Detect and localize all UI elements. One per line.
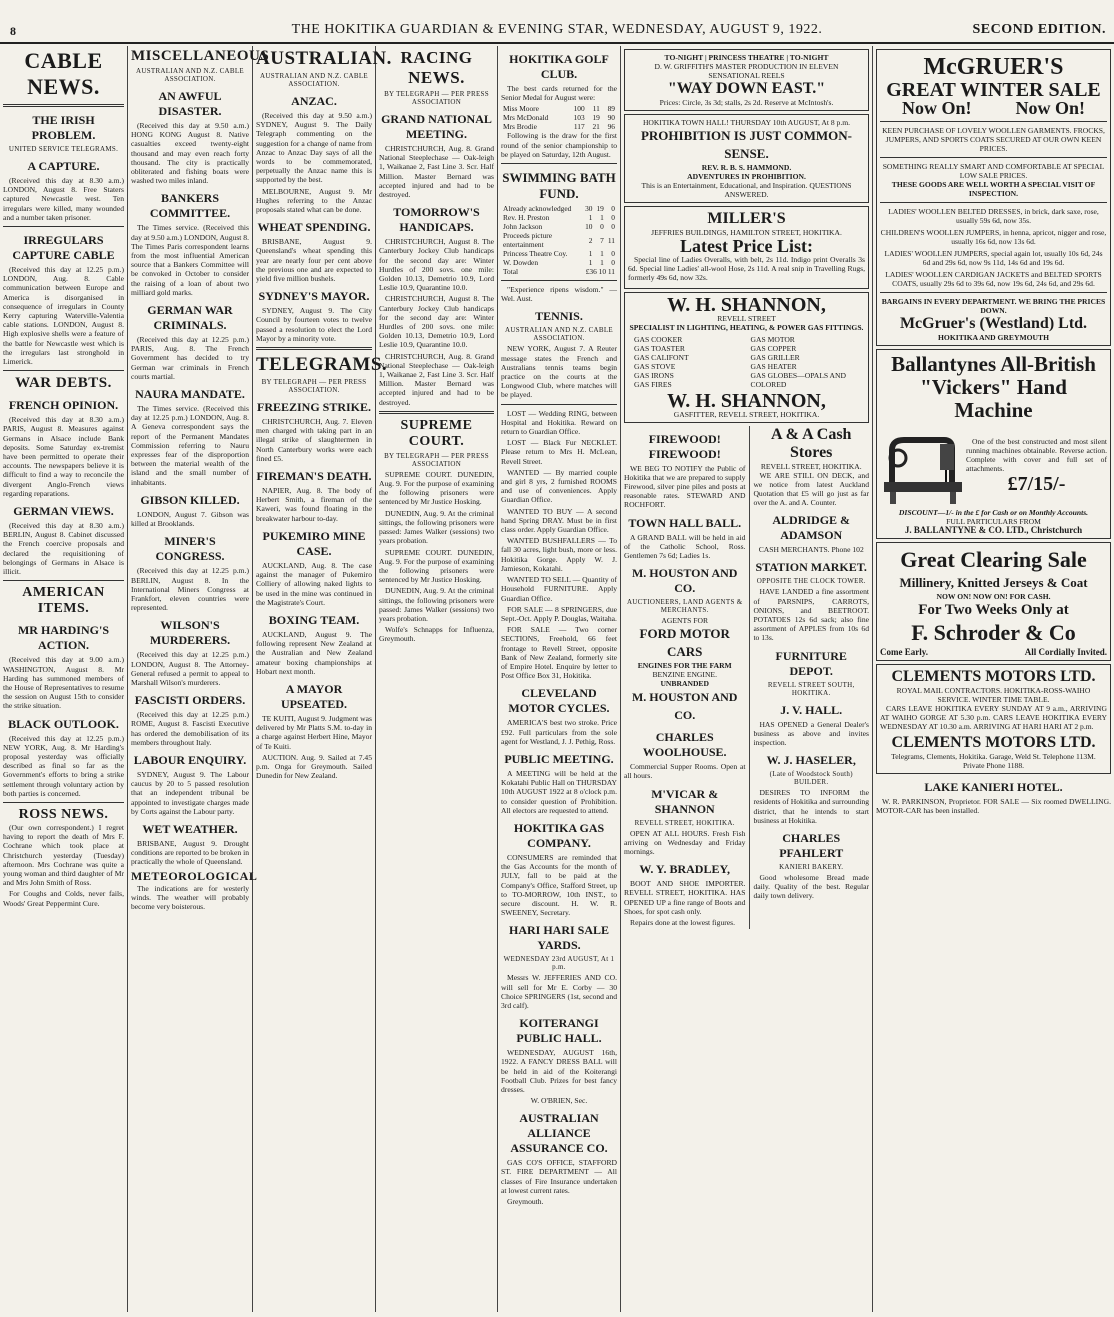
- swim-row-cell: 2: [588, 235, 593, 245]
- winter-sale-heading: GREAT WINTER SALE: [886, 79, 1101, 101]
- supreme-text-cont: SUPREME COURT. DUNEDIN, Aug. 9. For the purpose of examining the following prisoners were sentenced by Mr Justice Hosking.: [379, 547, 494, 585]
- swim-row-cell: 0: [611, 258, 615, 268]
- houston-tail: M. HOUSTON AND CO.: [631, 690, 738, 723]
- shannon-item: GAS FIRES: [634, 379, 672, 389]
- wilsons-text: (Received this day at 12.25 p.m.) LONDON, August 8. The Attorney-General refused a permit to appeal to Marshall Wilson's murderers.: [131, 650, 249, 687]
- handicaps-text: CHRISTCHURCH, August 8. The Canterbury Jockey Club handicaps for the second day are: Winter Hurdles of 200 sovs. one mile: Golden 10.13, Demetrio 10.9, Lord Leslie 10.9, Quarantine 10.0.: [379, 237, 494, 293]
- princess-title: "WAY DOWN EAST.": [667, 80, 826, 97]
- wet-heading: WET WEATHER.: [142, 821, 238, 836]
- irreg-heading: IRREGULARS CAPTURE CABLE: [12, 233, 115, 263]
- golf-row-cell: 19: [592, 113, 600, 123]
- gas-company-heading: HOKITIKA GAS COMPANY.: [513, 820, 605, 850]
- golf-row-cell: 89: [607, 104, 615, 114]
- woolhouse-heading: CHARLES WOOLHOUSE.: [642, 730, 727, 760]
- now-on-cash: NOW ON! NOW ON! FOR CASH.: [936, 592, 1051, 601]
- unbranded: UNBRANDED: [660, 679, 709, 689]
- swim-row-cell: Proceeds picture entertainment: [503, 231, 553, 250]
- firewood-text: WE BEG TO NOTIFY the Public of Hokitika that we are prepared to supply Firewood, silver pine piles and posts at reasonable rates. STEWARD AND ROCHFORT.: [624, 463, 746, 510]
- tennis-text: NEW YORK, August 7. A Reuter message states the French and Australians tennis teams begin practice on the courts at the Longwood Club, where matches will be played.: [501, 344, 617, 400]
- wanted-ad: WANTED TO BUY — A second hand Spring DRAY. Must be in first class order. Apply Guardian Office.: [501, 506, 617, 535]
- aldridge-sub: CASH MERCHANTS. Phone 102: [758, 545, 864, 555]
- goods-worth: THESE GOODS ARE WELL WORTH A SPECIAL VISIT OF INSPECTION.: [891, 180, 1096, 198]
- golf-row-cell: Miss Moore: [503, 104, 539, 114]
- swim-row-cell: 1: [588, 213, 593, 223]
- clements-tail: CLEMENTS MOTORS LTD.: [891, 733, 1096, 751]
- golf-row-cell: 90: [607, 113, 615, 123]
- station-heading: STATION MARKET.: [755, 560, 867, 575]
- station-sub: OPPOSITE THE CLOCK TOWER.: [756, 577, 866, 586]
- golf-row-cell: 21: [592, 122, 600, 132]
- capture-text: (Received this day at 8.30 a.m.) LONDON, August 8. Free Staters captured Newcastle west. Ten irregulars were killed, many wounded and a number taken prisoner.: [3, 176, 124, 222]
- hall-heading: J. V. HALL.: [780, 702, 843, 717]
- french-text: (Received this day at 8.30 a.m.) PARIS, August 8. Measures against Germans in Alsace include Bank deposits. Some Saturday ex-tremist have been permitted to operate their accounts. The newspapers believe it is difficult to find a way to reconcile the divergent Anglo-French views regarding reparations.: [3, 415, 124, 498]
- swim-row-cell: 1: [600, 213, 604, 223]
- column-display-ads: [873, 46, 1114, 1312]
- discount-line: DISCOUNT—1/- in the £ for Cash or on Monthly Accounts.: [898, 508, 1089, 517]
- prohibition-heading: PROHIBITION IS JUST COMMON-SENSE.: [640, 128, 853, 161]
- mayor-heading: A MAYOR UPSEATED.: [280, 681, 348, 711]
- ball-text: A GRAND BALL will be held in aid of the Catholic School, Ross. Gentlemen 7s 6d; Ladies 1s.: [624, 532, 746, 561]
- prohibition-ad: [624, 114, 869, 203]
- swim-row-cell: 7: [600, 235, 604, 245]
- col6-footer: Repairs done at the lowest figures.: [630, 918, 736, 928]
- haseler-heading: W. J. HASELER,: [766, 753, 856, 768]
- haseler-sub: (Late of Woodstock South) BUILDER.: [769, 770, 853, 787]
- freezing-text: CHRISTCHURCH, Aug. 7. Eleven men charged with taking part in an illegal strike of slaughtermen in North Canterbury works were each fined £5.: [256, 417, 372, 463]
- pukemiro-text: AUCKLAND, Aug. 8. The case against the manager of Pukemiro Colliery of allowing naked lights to be used in the mine was continued in the Magistrate's Court.: [256, 560, 372, 607]
- shannon-item: GAS GLOBES—OPALS AND COLORED: [750, 370, 847, 389]
- racing-sub: BY TELEGRAPH — PER PRESS ASSOCIATION: [384, 90, 489, 106]
- war-debts-heading: WAR DEBTS.: [15, 375, 112, 392]
- lost-ring-ad: LOST — Wedding RING, between Hospital and Hokitika. Reward on return to Guardian Office.: [501, 408, 617, 437]
- golf-results-table: [501, 104, 617, 131]
- irish-heading: THE IRISH PROBLEM.: [31, 113, 96, 142]
- pfahlert-heading: CHARLES PFAHLERT: [779, 831, 844, 861]
- koiterangi-heading: KOITERANGI PUBLIC HALL.: [516, 1016, 602, 1046]
- hari-hari-sub: WEDNESDAY 23rd AUGUST, At 1 p.m.: [503, 955, 615, 972]
- golf-text: The best cards returned for the Senior Medal for August were:: [501, 84, 617, 103]
- hari-hari-text: Messrs W. JEFFERIES AND CO. will sell for Mr E. Corby — 30 Choice SPRINGERS (1st, second and 3rd calf).: [501, 973, 617, 1010]
- anzac-heading: ANZAC.: [291, 94, 337, 108]
- swim-row-cell: Already acknowledged: [503, 204, 572, 214]
- auction-text: AUCTION. Aug. 9. Sailed at 7.45 p.m. Onga for Greymouth. Sailed Dunedin for New Zealand.: [256, 752, 372, 781]
- keen-purchase: KEEN PURCHASE OF LOVELY WOOLLEN GARMENTS. FROCKS, JUMPERS, AND SPORTS COATS SECURED AT OUR OWN KEEN PRICES.: [882, 126, 1105, 153]
- swim-row-cell: W. Dowden: [503, 258, 539, 268]
- met-text: The indications are for westerly winds. The weather will probably become very boisterous.: [131, 883, 249, 911]
- misc-heading: MISCELLANEOUS: [131, 48, 270, 64]
- shannon-item: GAS IRONS: [634, 370, 674, 380]
- sydney-heading: SYDNEY'S MAYOR.: [258, 289, 370, 304]
- cleveland-text: AMERICA'S best two stroke. Price £92. Full particulars from the sole agent for Westland, J. J. Pethig, Ross.: [501, 718, 617, 746]
- shannon-line: SPECIALIST IN LIGHTING, HEATING, & POWER GAS FITTINGS.: [629, 322, 864, 332]
- princess-sub: D. W. GRIFFITH'S MASTER PRODUCTION IN ELEVEN SENSATIONAL REELS: [654, 62, 839, 80]
- pfahlert-sub: KANIERI BAKERY.: [779, 863, 844, 872]
- handicaps-text-cont: CHRISTCHURCH, August 8. The Canterbury Jockey Club handicaps for the second day are: Winter Hurdles of 200 sovs. one mile: Golden 10.13, Demetrio 10.9, Lord Leslie 10.9, Quarantine 10.0.: [379, 294, 494, 350]
- ball-heading: TOWN HALL BALL.: [628, 515, 742, 530]
- fireman-text: NAPIER, Aug. 8. The body of Herbert Smith, a fireman of the Kaweri, was found floating in the breakwater harbour to-day.: [256, 486, 372, 523]
- swim-row: [501, 258, 617, 267]
- wanted-ad: WANTED TO SELL — Quantity of Household FURNITURE. Apply Guardian Office.: [501, 575, 617, 603]
- golf-row-cell: 103: [573, 113, 585, 123]
- golf-row: [501, 113, 617, 122]
- shannon-item: GAS COOKER: [634, 334, 683, 344]
- australian-sub: AUSTRALIAN AND N.Z. CABLE ASSOCIATION.: [259, 72, 369, 88]
- golf-row-cell: Mrs McDonald: [503, 113, 549, 123]
- shannon-item: GAS CALIFONT: [634, 352, 689, 362]
- lost-necklet-ad: LOST — Black Fur NECKLET. Please return to Mrs H. McLean, Revell Street.: [501, 438, 617, 466]
- childrens-jumpers: CHILDREN'S WOOLLEN JUMPERS, in henna, apricot, nigger and rose, usually 16s 6d, now 13s 6d.: [880, 228, 1107, 246]
- koiterangi-text: WEDNESDAY, AUGUST 16th, 1922. A FANCY DRESS BALL will be held in aid of the Koiterangi Football Club. Prizes for best fancy dresses.: [501, 1048, 617, 1094]
- column-miscellaneous: [128, 46, 270, 1312]
- shannon-item: GAS STOVE: [634, 361, 676, 371]
- mcvicar-text: OPEN AT ALL HOURS. Fresh Fish arriving on Wednesday and Friday mornings.: [624, 828, 746, 857]
- gibson-text: LONDON, August 7. Gibson was killed at Brooklands.: [131, 509, 249, 529]
- labour-text: SYDNEY, August 9. The Labour caucus by 20 to 5 passed resolution that an independent tribunal be appointed to investigate charges made by Corts against the Labour party.: [131, 769, 249, 816]
- swim-row-cell: 11: [607, 235, 615, 245]
- bankers-heading: BANKERS COMMITTEE.: [149, 191, 231, 221]
- town-hall-heading: HOKITIKA TOWN HALL! THURSDAY 10th AUGUST, At 8 p.m.: [642, 118, 851, 127]
- mcgruer-westland: McGruer's (Westland) Ltd.: [899, 315, 1088, 332]
- millinery-line: Millinery, Knitted Jerseys & Coat: [899, 575, 1088, 590]
- bankers-text: The Times service. (Received this day at 9.50 a.m.) LONDON, August 8. The Times Paris correspondent learns from the most influential American source that a Bankers Committee will be convoked in October to consider the raising of a loan of about two milliard gold marks.: [131, 223, 249, 297]
- nauru-heading: NAURA MANDATE.: [135, 387, 245, 402]
- houston-heading: M. HOUSTON AND CO.: [631, 566, 738, 596]
- german-heading: GERMAN VIEWS.: [13, 504, 114, 519]
- princess-prices: Prices: Circle, 3s 3d; stalls, 2s 2d. Reserve at McIntosh's.: [659, 98, 834, 107]
- bradley-text: BOOT AND SHOE IMPORTER. REVELL STREET, HOKITIKA. HAS OPENED UP a fine range of Boots and Shoes, for spot cash only.: [624, 879, 746, 916]
- dunedin-text-cont: DUNEDIN, Aug. 9. At the criminal sittings, the following prisoners were passed: James Walker (sessions) two years probation.: [379, 586, 494, 623]
- outlook-text: (Received this day at 12.25 p.m.) NEW YORK, Aug. 8. Mr Harding's proposal yesterday was officially described as final so far as the Government's efforts to bring a strike settlement through voluntary action by both parties is concerned.: [3, 733, 124, 798]
- sydney-text: SYDNEY, August 9. The City Council by fourteen votes to twelve passed a resolution to elect the Lord Mayor by a minority vote.: [256, 306, 372, 343]
- ballantyne-ad: [876, 349, 1111, 539]
- agents-for: AGENTS FOR: [661, 616, 709, 626]
- houston-sub: AUCTIONEERS, LAND AGENTS & MERCHANTS.: [626, 598, 743, 615]
- supreme-sub: BY TELEGRAPH — PER PRESS ASSOCIATION: [384, 451, 489, 468]
- shannon-item: GAS GRILLER: [750, 352, 800, 362]
- swim-row-cell: 0: [611, 213, 615, 223]
- column-local-notices: [498, 46, 621, 1312]
- sewing-machine-illustration: [880, 422, 966, 508]
- handicaps-heading: TOMORROW'S HANDICAPS.: [393, 205, 480, 235]
- irreg-text: (Received this day at 12.25 p.m.) LONDON, Aug. 8. Cable communication between Europe and America is disorganised in consequence of irregulars in County Kerry capturing Waterville-Valentia cable stations. LONDON, August 8. High explosive shells were a feature of the battle for Newcastle west which is the irregulars last stronghold in Limerick.: [3, 265, 124, 367]
- swim-row-cell: 19: [596, 204, 604, 214]
- woolhouse-text: Commercial Supper Rooms. Open at all hours.: [624, 762, 746, 781]
- meeting-heading: PUBLIC MEETING.: [504, 751, 614, 766]
- clearing-sale-heading: Great Clearing Sale: [900, 547, 1087, 572]
- shannon-ad: [624, 292, 869, 423]
- swim-row-cell: 1: [600, 249, 604, 259]
- pfahlert-text: Good wholesome Bread made daily. Quality of the best. Regular daily town delivery.: [753, 873, 869, 901]
- millers-sub: JEFFRIES BUILDINGS, HAMILTON STREET, HOKITIKA.: [651, 228, 842, 237]
- haseler-text: DESIRES TO INFORM the residents of Hokitika and surrounding district, that he intends to start business at Hokitika.: [753, 788, 869, 825]
- swim-row: [501, 249, 617, 258]
- edition-label: SECOND EDITION.: [972, 22, 1106, 37]
- swim-row-cell: 1: [588, 249, 593, 259]
- wanted-ad: WANTED — By married couple and girl 8 yrs, 2 furnished ROOMS and use of conveniences. Apply Guardian Office.: [501, 467, 617, 505]
- tennis-sub: AUSTRALIAN AND N.Z. CABLE ASSOCIATION.: [504, 326, 614, 343]
- golf-row: [501, 104, 617, 113]
- gibson-heading: GIBSON KILLED.: [140, 492, 240, 507]
- schroder-heading: F. Schroder & Co: [911, 620, 1076, 645]
- swim-total-label: Total: [503, 267, 519, 277]
- ladies-cardigans: LADIES' WOOLLEN CARDIGAN JACKETS and BELTED SPORTS COATS, usually 29s 6d to 39s 6d, now 19s 6d, 24s 6d, and 29s 6d.: [885, 270, 1102, 288]
- col1-footer: For Coughs and Colds, never fails, Woods' Great Peppermint Cure.: [3, 889, 124, 908]
- fascisti-heading: FASCISTI ORDERS.: [134, 693, 246, 708]
- mcgruer-heading: McGRUER'S: [923, 54, 1064, 80]
- ross-heading: ROSS NEWS.: [18, 806, 109, 822]
- swim-row-cell: 0: [611, 204, 615, 214]
- alliance-text: GAS CO'S OFFICE, STAFFORD ST. FIRE DEPARTMENT — All classes of Fire Insurance undertaken at lowest current rates.: [501, 1158, 617, 1195]
- ladies-jumpers: LADIES' WOOLLEN JUMPERS, special again lot, usually 10s 6d, 24s 6d and 29s 6d, now 9s 11d, 14s 6d and 19s 6d.: [884, 249, 1103, 267]
- boxing-text: AUCKLAND, August 9. The following represent New Zealand at the Australian and New Zealand amateur boxing championships at Hobart next month.: [256, 629, 372, 676]
- clements-ad: [876, 664, 1111, 774]
- kanieri-heading: LAKE KANIERI HOTEL.: [924, 779, 1063, 794]
- mcgruer-ad: [876, 49, 1111, 346]
- swim-row-cell: 0: [600, 222, 604, 232]
- cleveland-heading: CLEVELAND MOTOR CYCLES.: [508, 686, 610, 716]
- gas-company-text: CONSUMERS are reminded that the Gas Accounts for the month of JULY, fall to be paid at the Company's Office, Stafford Street, up to TO-MORROW, 10th INST., to secure discount. H. W. R. SWEENEY, Secretary.: [501, 852, 617, 918]
- boxing-heading: BOXING TEAM.: [268, 612, 360, 627]
- golf-row-cell: 11: [592, 104, 600, 114]
- ballantyne-heading: Ballantynes All-British "Vickers" Hand Machine: [891, 352, 1096, 422]
- mayor-text: TE KUITI, August 9. Judgment was delivered by Mr Platts S.M. to-day in a charge against Herbert Hine, Mayor of Te Kuiti.: [256, 713, 372, 751]
- adventures-heading: ADVENTURES IN PROHIBITION.: [687, 172, 806, 181]
- wheat-text: BRISBANE, August 9. Queensland's wheat spending this year are nearly four per cent above the previous one and are expected to yield five million bushels.: [256, 237, 372, 284]
- swim-row: [501, 222, 617, 231]
- freezing-heading: FREEZING STRIKE.: [256, 400, 372, 415]
- irish-sub: UNITED SERVICE TELEGRAMS.: [8, 145, 119, 153]
- forsale-ad: FOR SALE — Two corner SECTIONS, Freehold, 66 feet frontage to Revell Street, opposite Bank of New Zealand, formerly site of Empire Hotel. Enquire by letter to Post Office Box 31, Hokitika.: [501, 625, 617, 681]
- swim-row: [501, 231, 617, 249]
- french-heading: FRENCH OPINION.: [8, 398, 119, 413]
- wilsons-heading: WILSON'S MURDERERS.: [149, 618, 231, 648]
- bargains-line: BARGAINS IN EVERY DEPARTMENT. WE BRING THE PRICES DOWN.: [881, 297, 1106, 315]
- a-and-a-sub: REVELL STREET, HOKITIKA.: [760, 461, 862, 471]
- hall-text: HAS OPENED a General Dealer's business as above and invites inspection.: [753, 719, 869, 748]
- now-on-right: Now On!: [1015, 98, 1085, 118]
- supreme-text: SUPREME COURT. DUNEDIN, Aug. 9. For the purpose of examining the following prisoners were sentenced by Mr Justice Hosking.: [379, 469, 494, 507]
- shannon-item: GAS TOASTER: [634, 343, 685, 353]
- swim-row-cell: Rev. H. Preston: [503, 213, 550, 223]
- german-war-heading: GERMAN WAR CRIMINALS.: [147, 303, 233, 333]
- shannon-item: GAS MOTOR: [750, 334, 795, 344]
- experience-quote: "Experience ripens wisdom." — Wel. Aust.: [501, 285, 617, 304]
- aldridge-heading: ALDRIDGE & ADAMSON: [772, 513, 851, 543]
- shannon-item: GAS COPPER: [750, 343, 797, 353]
- disaster-text: (Received this day at 9.50 a.m.) HONG KONG August 8. Native casualties exceed twenty-eight thousand and may even reach forty thousand. The city is practically obliterated and fishing boats were washed two miles inland.: [131, 121, 249, 186]
- two-weeks: For Two Weeks Only at: [918, 602, 1069, 618]
- fascisti-text: (Received this day at 12.25 p.m.) ROME, August 8. Fascisti Executive has ordered the demobilisation of its members throughout Italy.: [131, 710, 249, 747]
- mcvicar-sub: REVELL STREET, HOKITIKA.: [634, 818, 735, 827]
- cordially-invited: All Cordially Invited.: [1024, 647, 1107, 657]
- column-australian: [253, 46, 392, 1312]
- racing-heading: RACING NEWS.: [400, 48, 473, 87]
- furniture-sub: REVELL STREET SOUTH, HOKITIKA.: [767, 680, 855, 697]
- masthead: [0, 0, 1114, 44]
- a-and-a-heading: A & A Cash Stores: [770, 425, 852, 461]
- disaster-heading: AN AWFUL DISASTER.: [158, 89, 222, 118]
- full-particulars: FULL PARTICULARS FROM: [946, 517, 1041, 526]
- ballantyne-price: £7/15/-: [1007, 473, 1066, 496]
- nauru-text: The Times service. (Received this day at 12.25 p.m.) LONDON, Aug. 8. A Geneva correspondent says the report of the Permanent Mandates Commission referring to Nauru expresses fear of the disproportion between the material wealth of the island and the small number of inhabitants.: [131, 404, 249, 487]
- forsale-ads: [501, 605, 617, 681]
- meeting-text: A MEETING will be held at the Kokatahi Public Hall on THURSDAY 10th AUGUST 1922 at 8 o'clock p.m. to consider question of Prohibition. All electors are requested to attend.: [501, 768, 618, 815]
- swim-row-cell: 1: [600, 258, 604, 268]
- wanted-ad: WANTED BUSHFALLERS — To fall 30 acres, light bush, more or less. Hokitika Gorge. Apply W. J. Jamieson, Kokatahi.: [501, 536, 617, 573]
- price-list-text: Special line of Ladies Overalls, with belt, 2s 11d. Indigo print Overalls 3s 6d. Special line Ladies' all-wool Hose, 2s 11d. A real snip in Travelling Rugs, formerly 49s 6d, now 32s.: [628, 255, 865, 283]
- labour-heading: LABOUR ENQUIRY.: [133, 752, 247, 767]
- hari-hari-heading: HARI HARI SALE YARDS.: [508, 923, 610, 953]
- furniture-heading: FURNITURE DEPOT.: [775, 648, 847, 678]
- outlook-heading: BLACK OUTLOOK.: [8, 716, 119, 731]
- shannon-foot: GASFITTER, REVELL STREET, HOKITIKA.: [673, 409, 820, 419]
- swim-heading: SWIMMING BATH FUND.: [502, 170, 616, 202]
- adventures-sub: This is an Entertainment, Educational, and Inspiration. QUESTIONS ANSWERED.: [641, 181, 852, 199]
- mcvicar-heading: M'VICAR & SHANNON: [651, 786, 719, 816]
- shannon-items: [634, 335, 859, 389]
- swim-row-cell: John Jackson: [503, 222, 543, 232]
- golf-row-cell: Mrs Brodie: [503, 122, 537, 132]
- col4-footer: Wolfe's Schnapps for Influenza, Greymouth.: [379, 625, 494, 644]
- clements-text: CARS LEAVE HOKITIKA EVERY SUNDAY AT 9 a.m., ARRIVING AT WAIHO GORGE AT 5.30 p.m. CARS LEAVE HOKITIKA EVERY WEDNESDAY AT 10.30 a.m. ARRIVING AT HARI HARI AT 2 p.m.: [880, 704, 1107, 732]
- clements-contact: Telegrams, Clements, Hokitika. Garage, Weld St. Telephone 113M. Private Phone 1188.: [891, 751, 1096, 770]
- grand-national-text-cont: CHRISTCHURCH, Aug. 8. Grand National Steeplechase — Oak-leigh 1, Waikanae 2, Fast Line 3. Scr. Half Million. Master Bernard was accepted injured and had to be destroyed.: [379, 351, 494, 407]
- pukemiro-heading: PUKEMIRO MINE CASE.: [262, 528, 366, 558]
- wet-text: BRISBANE, August 9. Drought conditions are reported to be broken in practically the whole of Queensland.: [131, 838, 249, 867]
- golf-row-cell: 96: [607, 122, 615, 132]
- come-early: Come Early.: [880, 647, 928, 657]
- page-number: 8: [10, 24, 16, 38]
- column-advertisements: [621, 46, 873, 1312]
- miners-text: (Received this day at 12.25 p.m.) BERLIN, August 8. In the International Miners Congress at Frankfort, eleven countries were represented.: [131, 566, 249, 613]
- clements-heading: CLEMENTS MOTORS LTD.: [891, 668, 1096, 685]
- smart-comfortable: SOMETHING REALLY SMART AND COMFORTABLE AT SPECIAL LOW SALE PRICES.: [882, 162, 1105, 180]
- grand-national-heading: GRAND NATIONAL MEETING.: [381, 112, 492, 141]
- schroder-ad: [876, 542, 1111, 661]
- ross-text: (Our own correspondent.) I regret having to report the death of Mrs F. Cochrane which took place at Christchurch yesterday (Tuesday) afternoon. Mrs Cochrane was quite a young woman and third daughter of Mr and Mrs John Smith of Ross.: [3, 822, 124, 888]
- shannon-tail: W. H. SHANNON,: [667, 389, 826, 412]
- ballantyne-text: One of the best constructed and most silent running machines obtainable. Reverse action. Complete with cover and full set of attachments.: [966, 436, 1107, 474]
- harding-heading: MR HARDING'S ACTION.: [17, 623, 109, 653]
- tennis-heading: TENNIS.: [535, 309, 583, 324]
- swim-row-cell: 0: [611, 249, 615, 259]
- dunedin-text: DUNEDIN, Aug. 9. At the criminal sittings, the following prisoners were passed: James Walker (sessions) two years probation.: [379, 508, 494, 546]
- swim-row-cell: Princess Theatre Coy.: [503, 249, 568, 259]
- german-text: (Received this day at 8.30 a.m.) BERLIN, August 8. Cabinet discussed the French coercive proposals and declared the requisitioning of belongings of Germans in Alsace is illicit.: [3, 521, 124, 577]
- shannon-heading: W. H. SHANNON,: [667, 293, 826, 316]
- swim-row-cell: 1: [588, 258, 593, 268]
- misc-sub: AUSTRALIAN AND N.Z. CABLE ASSOCIATION.: [135, 67, 245, 83]
- ladies-dresses: LADIES' WOOLLEN BELTED DRESSES, in brick, dark saxe, rose, usually 59s 6d, now 35s.: [888, 207, 1099, 225]
- obrien-signature: W. O'BRIEN, Sec.: [530, 1096, 588, 1106]
- rev-hammond: REV. R. B. S. HAMMOND.: [701, 163, 792, 172]
- golf-row-cell: 100: [573, 104, 585, 114]
- golf-tail: Following is the draw for the first round of the senior championship to be played on Saturday, 12th August.: [501, 131, 617, 159]
- now-on-left: Now On!: [901, 98, 972, 118]
- swim-row-cell: 0: [611, 222, 615, 232]
- westland-sub: HOKITIKA AND GREYMOUTH: [938, 333, 1049, 342]
- bradley-heading: W. Y. BRADLEY,: [639, 862, 731, 877]
- swim-fund-table: [501, 204, 617, 276]
- telegrams-sub: BY TELEGRAPH — PER PRESS ASSOCIATION.: [261, 378, 367, 395]
- capture-heading: A CAPTURE.: [27, 159, 100, 173]
- harding-text: (Received this day at 9.00 a.m.) WASHINGTON, August 8. Mr Harding has summoned members of the House of Representatives to resume the session on August 15th to consider the strike situation.: [3, 655, 124, 711]
- golf-row-cell: 117: [573, 122, 585, 132]
- shannon-item: GAS HEATER: [750, 361, 797, 371]
- ballantyne-company: J. BALLANTYNE & CO. LTD., Christchurch: [904, 525, 1083, 535]
- golf-row: [501, 122, 617, 131]
- princess-heading: TO-NIGHT | PRINCESS THEATRE | TO-NIGHT: [664, 53, 829, 62]
- ford-cars: FORD MOTOR CARS: [639, 626, 730, 660]
- cable-news-heading: CABLE NEWS.: [24, 48, 103, 99]
- swim-row-cell: 10: [585, 222, 593, 232]
- column-racing: [376, 46, 498, 1312]
- clements-sub: ROYAL MAIL CONTRACTORS. HOKITIKA-ROSS-WAIHO SERVICE. WINTER TIME TABLE.: [896, 686, 1091, 704]
- wheat-heading: WHEAT SPENDING.: [257, 220, 371, 235]
- a-and-a-text: WE ARE STILL ON DECK, and we notice from latest Auckland Quotation that £5 will go just as far over the A. and A. Counter.: [753, 470, 869, 508]
- engines-heading: ENGINES FOR THE FARM: [637, 661, 732, 671]
- melbourne-text: MELBOURNE, August 9. Mr Hughes referring to the Anzac proposals stated what can be done.: [256, 186, 372, 215]
- met-heading: METEOROLOGICAL: [131, 868, 258, 883]
- australian-heading: AUSTRALIAN.: [256, 48, 392, 69]
- alliance-heading: AUSTRALIAN ALLIANCE ASSURANCE CO.: [510, 1111, 608, 1156]
- fireman-heading: FIREMAN'S DEATH.: [256, 469, 372, 484]
- american-heading: AMERICAN ITEMS.: [22, 585, 105, 617]
- supreme-court-heading: SUPREME COURT.: [400, 417, 473, 449]
- col5-footer: Greymouth.: [507, 1197, 544, 1207]
- millers-heading: MILLER'S: [707, 210, 786, 227]
- shannon-sub: REVELL STREET: [717, 313, 776, 323]
- price-list-heading: Latest Price List:: [680, 236, 813, 256]
- forsale-ad: FOR SALE — 8 SPRINGERS, due Sept.-Oct. Apply P. Douglas, Waitaha.: [501, 604, 617, 623]
- swim-row: [501, 213, 617, 222]
- swim-total: £36 10 11: [585, 267, 615, 277]
- anzac-text: (Received this day at 9.50 a.m.) SYDNEY, August 9. The Daily Telegraph commenting on the suggestion for a change of name from Anzac to Anzac Day says of all the words to be commemorated, perpetually the Anzac name this is supported by the best.: [256, 111, 372, 185]
- newspaper-title: THE HOKITIKA GUARDIAN & EVENING STAR, WEDNESDAY, AUGUST 9, 1922.: [291, 22, 823, 37]
- station-text: HAVE LANDED a fine assortment of PARSNIPS, CARROTS, ONIONS, and BEETROOT. POTATOES 12s 6d sack; also fine assortment of APPLES from 10s 6d to 13s.: [753, 587, 869, 643]
- german-war-text: (Received this day at 12.25 p.m.) PARIS, Aug. 8. The French Government has decided to try German war criminals in French courts martial.: [131, 335, 249, 381]
- firewood-heading: FIREWOOD! FIREWOOD!: [648, 431, 721, 461]
- swim-row-cell: 30: [585, 204, 593, 214]
- benzine-engine: BENZINE ENGINE.: [652, 670, 717, 680]
- swim-row: [501, 204, 617, 213]
- grand-national-text: CHRISTCHURCH, Aug. 8. Grand National Steeplechase — Oak-leigh 1, Waikanae 2, Fast Line 3. Scr. Half Million. Master Bernard was accepted injured and had to be destroyed.: [379, 144, 494, 200]
- wanted-ads: [501, 468, 617, 603]
- telegrams-heading: TELEGRAMS.: [256, 354, 388, 376]
- golf-heading: HOKITIKA GOLF CLUB.: [509, 52, 609, 81]
- miners-heading: MINER'S CONGRESS.: [155, 534, 225, 564]
- millers-ad: [624, 206, 869, 289]
- kanieri-text: W. R. PARKINSON, Proprietor. FOR SALE — Six roomed DWELLING. MOTOR-CAR has been installed.: [876, 796, 1111, 815]
- princess-theatre-ad: [624, 49, 869, 111]
- column-cable-news: [0, 46, 128, 1312]
